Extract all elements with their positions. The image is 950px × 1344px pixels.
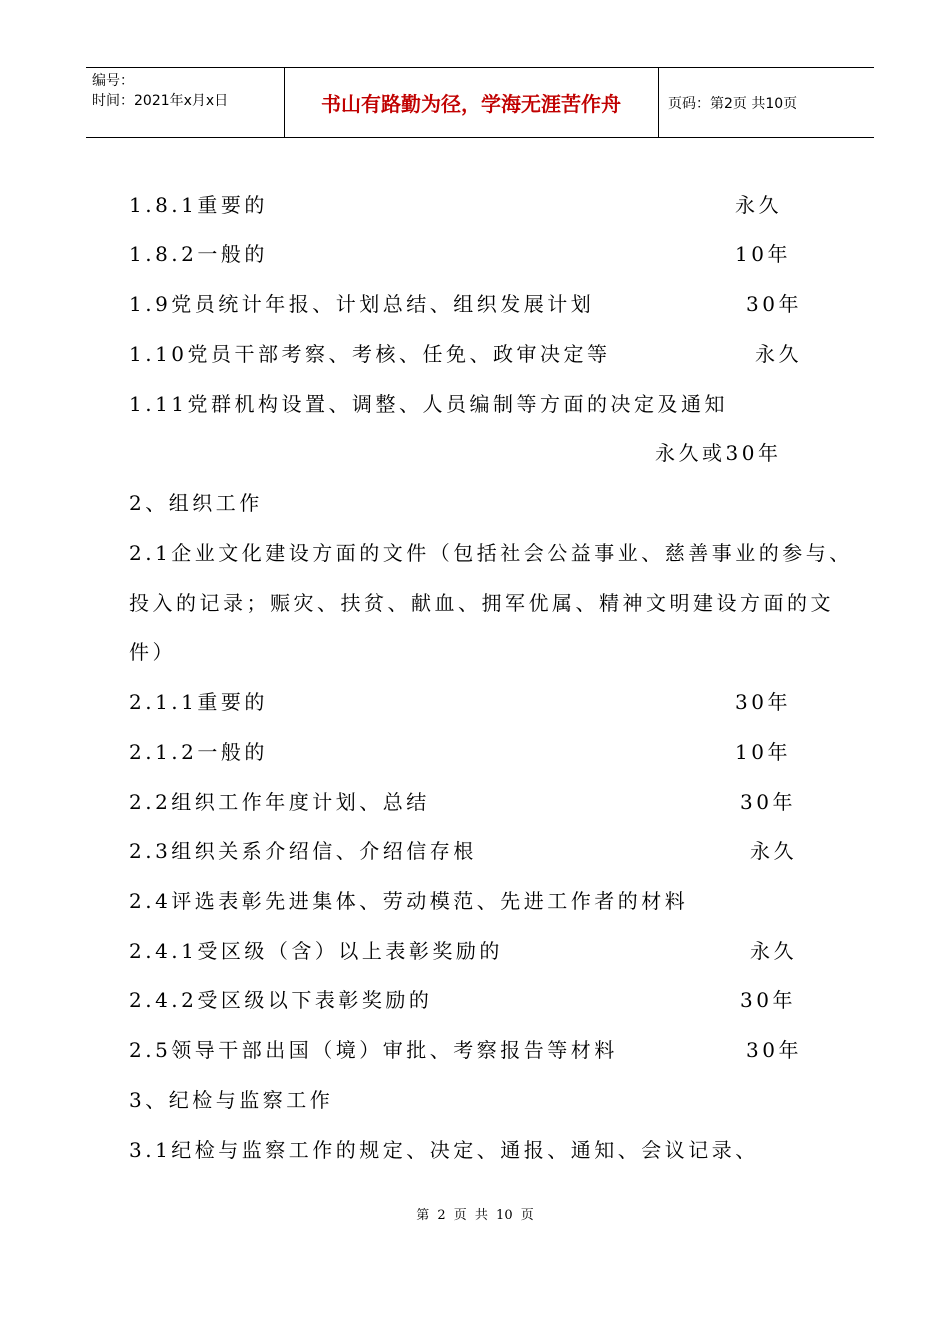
item-2-1-2: 2.1.2一般的 bbox=[129, 740, 268, 764]
retention-1-10: 永久 bbox=[755, 342, 802, 366]
item-2-4-1: 2.4.1受区级（含）以上表彰奖励的 bbox=[129, 939, 503, 963]
retention-2-4-1: 永久 bbox=[750, 939, 797, 963]
section-3-heading: 3、纪检与监察工作 bbox=[129, 1088, 334, 1112]
retention-1-8-1: 永久 bbox=[735, 193, 782, 217]
item-1-8-2: 1.8.2一般的 bbox=[129, 242, 268, 266]
item-1-11: 1.11党群机构设置、调整、人员编制等方面的决定及通知 bbox=[129, 392, 729, 416]
header-page-number: 页码：第2页 共10页 bbox=[668, 96, 798, 112]
page-header bbox=[86, 67, 874, 138]
retention-2-5: 30年 bbox=[746, 1038, 802, 1062]
item-2-4: 2.4评选表彰先进集体、劳动模范、先进工作者的材料 bbox=[129, 889, 689, 913]
item-2-1-line-3: 件） bbox=[129, 640, 176, 664]
item-1-10: 1.10党员干部考察、考核、任免、政审决定等 bbox=[129, 342, 611, 366]
item-2-3: 2.3组织关系介绍信、介绍信存根 bbox=[129, 839, 477, 863]
retention-2-4-2: 30年 bbox=[740, 988, 796, 1012]
retention-2-1-1: 30年 bbox=[735, 690, 791, 714]
item-3-1: 3.1纪检与监察工作的规定、决定、通报、通知、会议记录、 bbox=[129, 1138, 759, 1162]
item-2-1-line-2: 投入的记录；赈灾、扶贫、献血、拥军优属、精神文明建设方面的文 bbox=[129, 591, 834, 615]
item-2-1-1: 2.1.1重要的 bbox=[129, 690, 268, 714]
section-2-heading: 2、组织工作 bbox=[129, 491, 263, 515]
date-label: 时间：2021年x月x日 bbox=[92, 93, 229, 109]
page-footer: 第 2 页 共 10 页 bbox=[416, 1208, 534, 1223]
header-meta bbox=[92, 71, 228, 111]
item-2-1-line-1: 2.1企业文化建设方面的文件（包括社会公益事业、慈善事业的参与、 bbox=[129, 541, 853, 565]
item-1-8-1: 1.8.1重要的 bbox=[129, 193, 268, 217]
retention-2-2: 30年 bbox=[740, 790, 796, 814]
header-divider-right bbox=[658, 68, 659, 137]
serial-label: 编号： bbox=[92, 73, 134, 89]
header-motto: 书山有路勤为径，学海无涯苦作舟 bbox=[321, 92, 621, 116]
item-2-4-2: 2.4.2受区级以下表彰奖励的 bbox=[129, 988, 433, 1012]
retention-2-3: 永久 bbox=[750, 839, 797, 863]
retention-2-1-2: 10年 bbox=[735, 740, 791, 764]
item-2-2: 2.2组织工作年度计划、总结 bbox=[129, 790, 430, 814]
item-1-9: 1.9党员统计年报、计划总结、组织发展计划 bbox=[129, 292, 595, 316]
item-2-5: 2.5领导干部出国（境）审批、考察报告等材料 bbox=[129, 1038, 618, 1062]
retention-1-9: 30年 bbox=[746, 292, 802, 316]
retention-1-11: 永久或30年 bbox=[655, 441, 782, 465]
retention-1-8-2: 10年 bbox=[735, 242, 791, 266]
